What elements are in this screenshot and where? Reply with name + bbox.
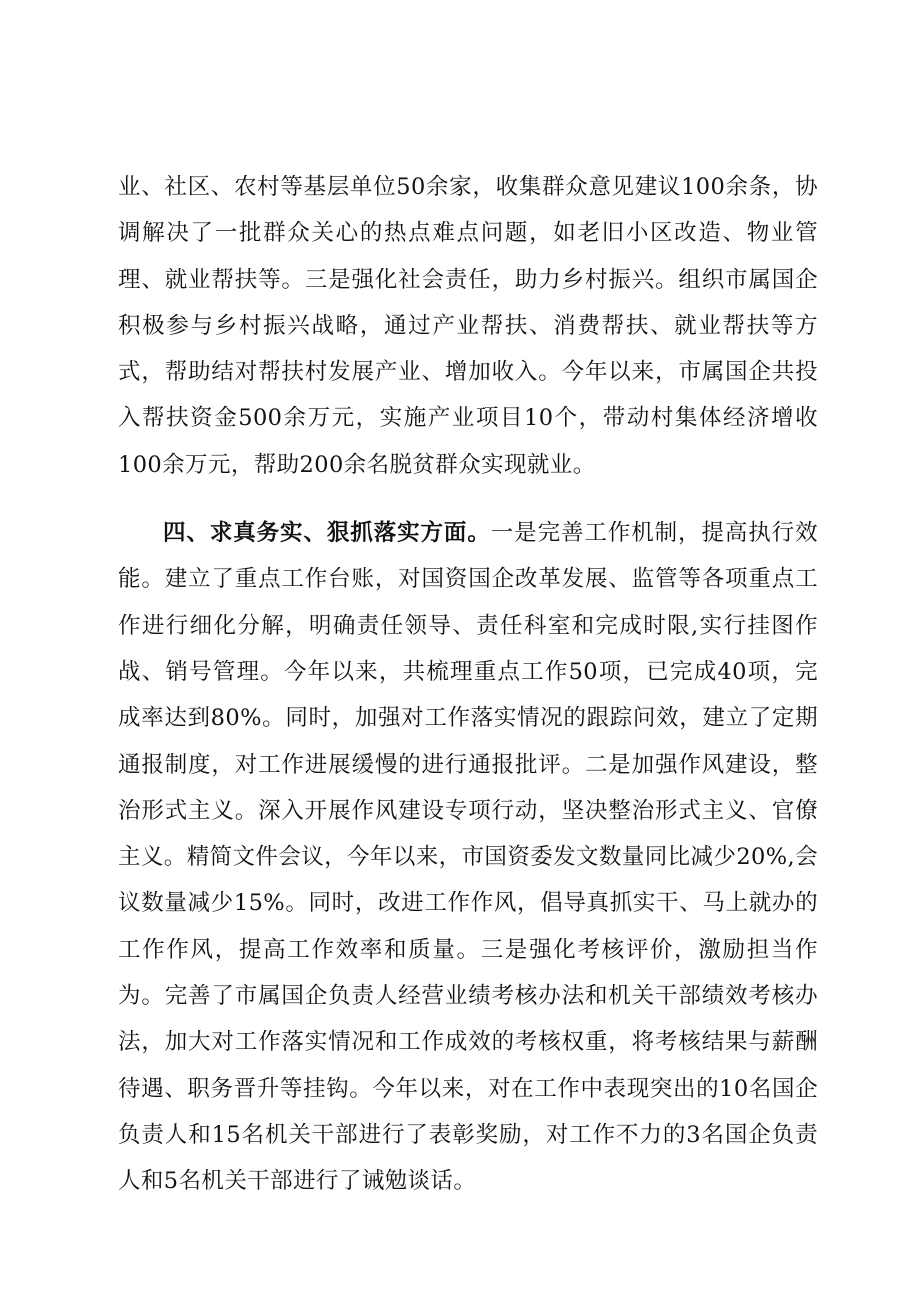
paragraph-text: 业、社区、农村等基层单位50余家，收集群众意见建议100余条，协调解决了一批群众关心的热点难点问题，如老旧小区改造、物业管理、就业帮扶等。三是强化社会责任，助力乡村振兴。组织市属国企积极参与乡村振兴战略，通过产业帮扶、消费帮扶、就业帮扶等方式，帮助结对帮扶村发展产业、增加收入。今年以来，市属国企共投入帮扶资金500余万元，实施产业项目10个，带动村集体经济增收100余万元，帮助200余名脱贫群众实现就业。	[118, 174, 818, 478]
paragraph-section-four	[118, 510, 818, 1204]
document-page	[118, 164, 818, 1205]
paragraph-continued	[118, 164, 818, 488]
paragraph-text: 一是完善工作机制，提高执行效能。建立了重点工作台账，对国资国企改革发展、监管等各项重点工作进行细化分解，明确责任领导、责任科室和完成时限,实行挂图作战、销号管理。今年以来，共梳理重点工作50项，已完成40项，完成率达到80%。同时，加强对工作落实情况的跟踪问效，建立了定期通报制度，对工作进展缓慢的进行通报批评。二是加强作风建设，整治形式主义。深入开展作风建设专项行动，坚决整治形式主义、官僚主义。精简文件会议，今年以来，市国资委发文数量同比减少20%,会议数量减少15%。同时，改进工作作风，倡导真抓实干、马上就办的工作作风，提高工作效率和质量。三是强化考核评价，激励担当作为。完善了市属国企负责人经营业绩考核办法和机关干部绩效考核办法，加大对工作落实情况和工作成效的考核权重，将考核结果与薪酬待遇、职务晋升等挂钩。今年以来，对在工作中表现突出的10名国企负责人和15名机关干部进行了表彰奖励，对工作不力的3名国企负责人和5名机关干部进行了诫勉谈话。	[118, 520, 818, 1195]
section-heading: 四、求真务实、狠抓落实方面。	[163, 520, 491, 547]
